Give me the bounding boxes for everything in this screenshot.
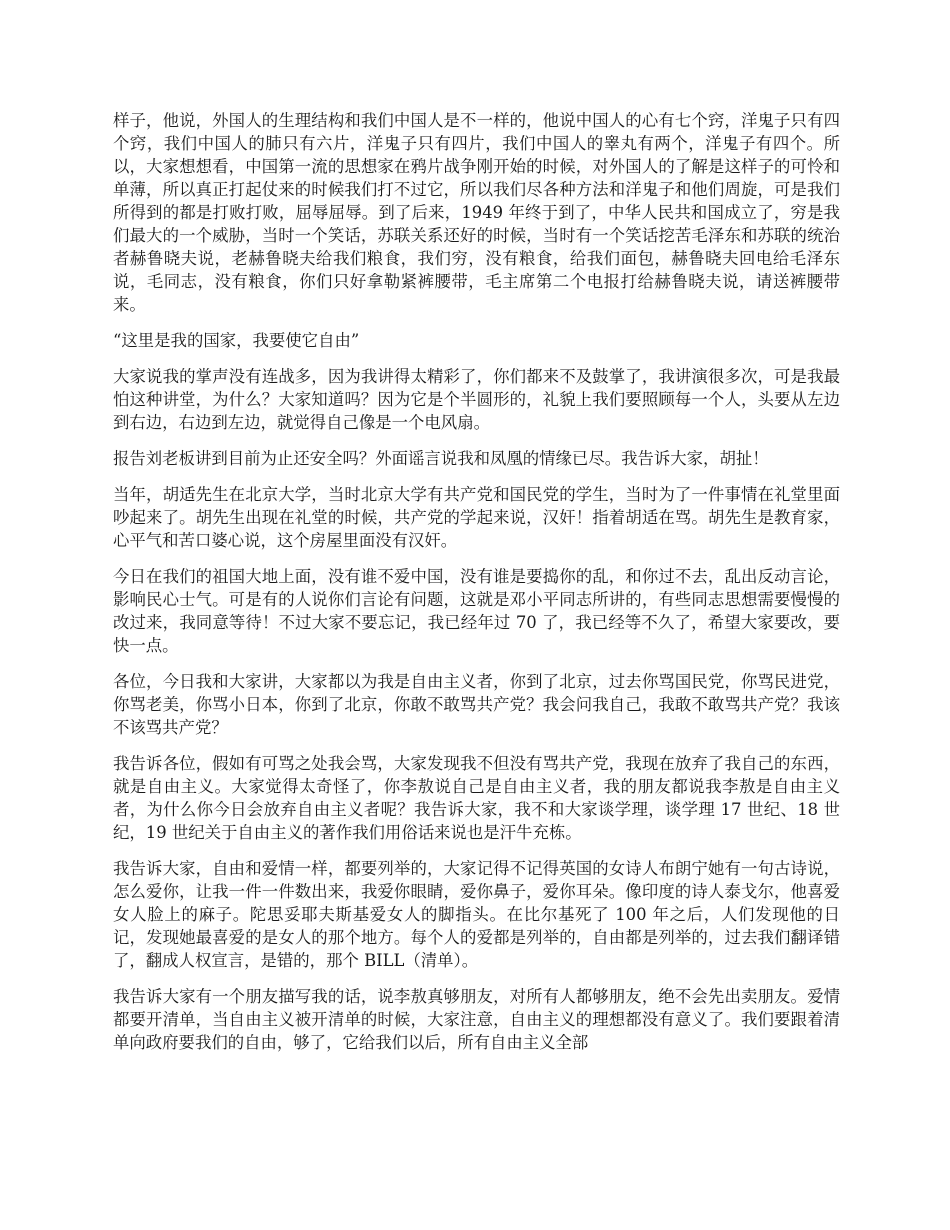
paragraph: 我告诉大家，自由和爱情一样，都要列举的，大家记得不记得英国的女诗人布朗宁她有一句古诗说，怎么爱你，让我一件一件数出来，我爱你眼睛，爱你鼻子，爱你耳朵。像印度的诗人泰戈尔，他喜爱女人脸上的麻子。陀思妥耶夫斯基爱女人的脚指头。在比尔基死了 100 年之后，人们发现他的日记，发现她最喜爱的是女人的那个地方。每个人的爱都是列举的，自由都是列举的，过去我们翻译错了，翻成人权宣言，是错的，那个 BILL（清单）。 — [113, 859, 840, 970]
paragraph: 大家说我的掌声没有连战多，因为我讲得太精彩了，你们都来不及鼓掌了，我讲演很多次，可是我最怕这种讲堂，为什么？大家知道吗？因为它是个半圆形的，礼貌上我们要照顾每一个人，头要从左边到右边，右边到左边，就觉得自己像是一个电风扇。 — [113, 367, 840, 432]
section-heading-quote: “这里是我的国家，我要使它自由” — [113, 331, 360, 350]
document-body — [113, 109, 840, 1067]
paragraph: 当年，胡适先生在北京大学，当时北京大学有共产党和国民党的学生，当时为了一件事情在礼堂里面吵起来了。胡先生出现在礼堂的时候，共产党的学起来说，汉奸！指着胡适在骂。胡先生是教育家，心平气和苦口婆心说，这个房屋里面没有汉奸。 — [113, 485, 840, 550]
paragraph: 各位，今日我和大家讲，大家都以为我是自由主义者，你到了北京，过去你骂国民党，你骂民进党，你骂老美，你骂小日本，你到了北京，你敢不敢骂共产党？我会问我自己，我敢不敢骂共产党？我该不该骂共产党？ — [113, 672, 840, 737]
paragraph: 报告刘老板讲到目前为止还安全吗？外面谣言说我和凤凰的情缘已尽。我告诉大家，胡扯！ — [113, 449, 769, 468]
paragraph: 我告诉大家有一个朋友描写我的话，说李敖真够朋友，对所有人都够朋友，绝不会先出卖朋友。爱情都要开清单，当自由主义被开清单的时候，大家注意，自由主义的理想都没有意义了。我们要跟着清单向政府要我们的自由，够了，它给我们以后，所有自由主义全部 — [113, 987, 840, 1052]
paragraph: 今日在我们的祖国大地上面，没有谁不爱中国，没有谁是要捣你的乱，和你过不去，乱出反动言论，影响民心士气。可是有的人说你们言论有问题，这就是邓小平同志所讲的，有些同志思想需要慢慢的改过来，我同意等待！不过大家不要忘记，我已经年过 70 了，我已经等不久了，希望大家要改，要快一点。 — [113, 567, 840, 655]
paragraph: 我告诉各位，假如有可骂之处我会骂，大家发现我不但没有骂共产党，我现在放弃了我自己的东西，就是自由主义。大家觉得太奇怪了，你李敖说自己是自由主义者，我的朋友都说我李敖是自由主义者，为什么你今日会放弃自由主义者呢？我告诉大家，我不和大家谈学理，谈学理 17 世纪、18 世纪，19 世纪关于自由主义的著作我们用俗话来说也是汗牛充栋。 — [113, 754, 840, 842]
paragraph: 样子，他说，外国人的生理结构和我们中国人是不一样的，他说中国人的心有七个窍，洋鬼子只有四个窍，我们中国人的肺只有六片，洋鬼子只有四片，我们中国人的睾丸有两个，洋鬼子有四个。所以，大家想想看，中国第一流的思想家在鸦片战争刚开始的时候，对外国人的了解是这样子的可怜和单薄，所以真正打起仗来的时候我们打不过它，所以我们尽各种方法和洋鬼子和他们周旋，可是我们所得到的都是打败打败，屈辱屈辱。到了后来，1949 年终于到了，中华人民共和国成立了，穷是我们最大的一个威胁，当时一个笑话，苏联关系还好的时候，当时有一个笑话挖苦毛泽东和苏联的统治者赫鲁晓夫说，老赫鲁晓夫给我们粮食，我们穷，没有粮食，给我们面包，赫鲁晓夫回电给毛泽东说，毛同志，没有粮食，你们只好拿勒紧裤腰带，毛主席第二个电报打给赫鲁晓夫说，请送裤腰带来。 — [113, 111, 840, 314]
